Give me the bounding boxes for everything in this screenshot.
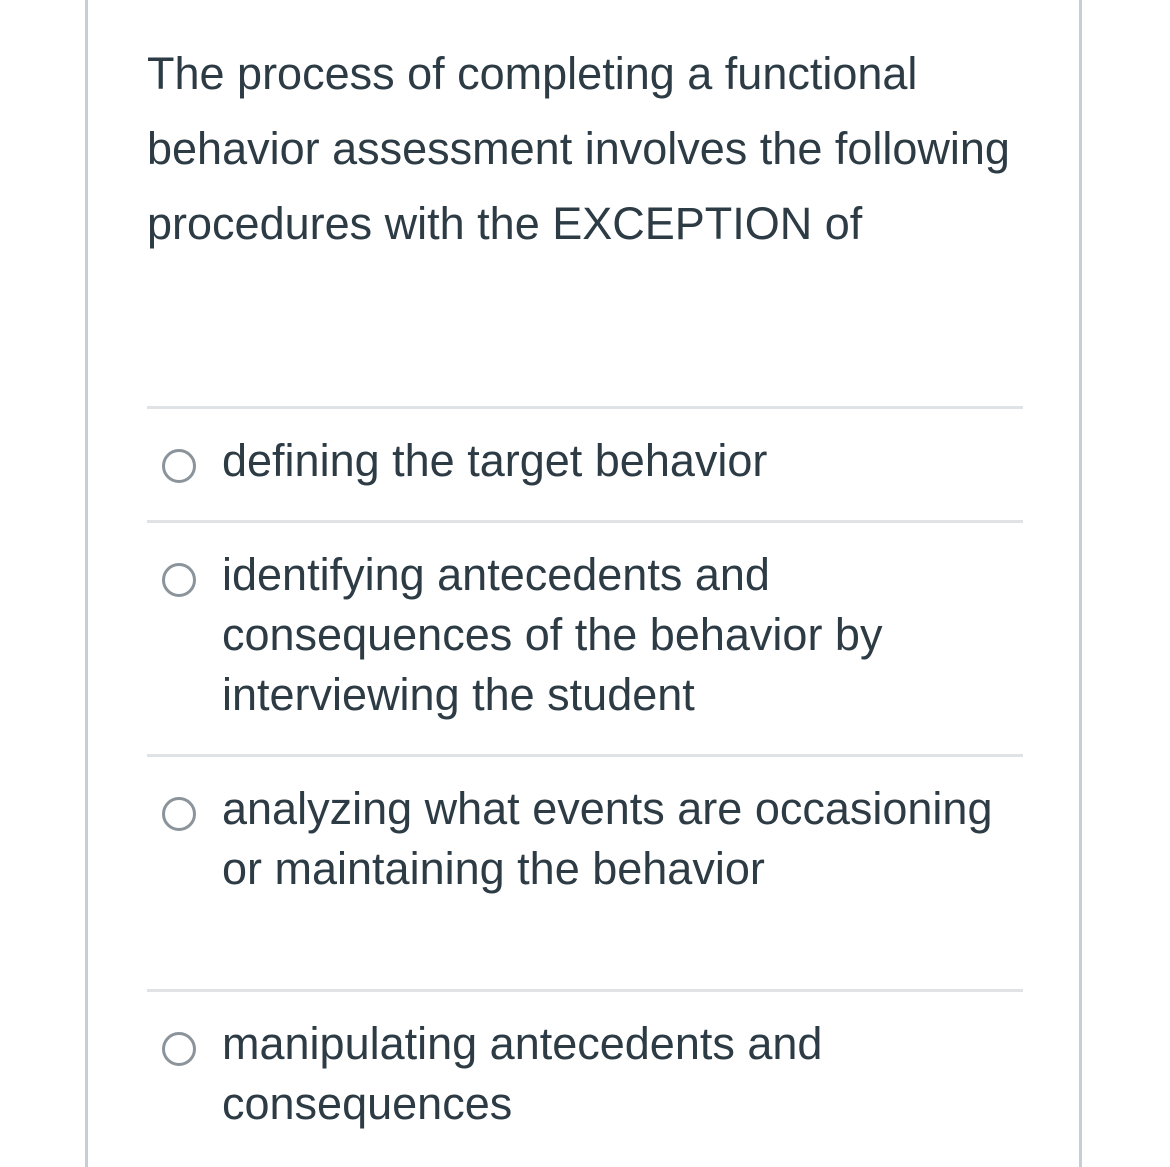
answer-option-1[interactable] <box>147 406 1023 520</box>
radio-button-icon[interactable] <box>162 1032 196 1066</box>
answer-label: identifying antecedents and consequences of the behavior by interviewing the student <box>222 549 883 720</box>
answer-label: defining the target behavior <box>222 435 768 486</box>
radio-button-icon[interactable] <box>162 797 196 831</box>
question-text: The process of completing a functional behavior assessment involves the following procedures with the EXCEPTION of <box>147 48 1010 249</box>
answer-label: manipulating antecedents and consequences <box>222 1018 823 1129</box>
answer-option-4[interactable] <box>147 989 1023 1167</box>
answer-label: analyzing what events are occasioning or maintaining the behavior <box>222 783 993 894</box>
answer-option-3[interactable] <box>147 754 1023 989</box>
answer-list <box>147 406 1023 1167</box>
radio-button-icon[interactable] <box>162 563 196 597</box>
radio-button-icon[interactable] <box>162 449 196 483</box>
answer-option-2[interactable] <box>147 520 1023 754</box>
